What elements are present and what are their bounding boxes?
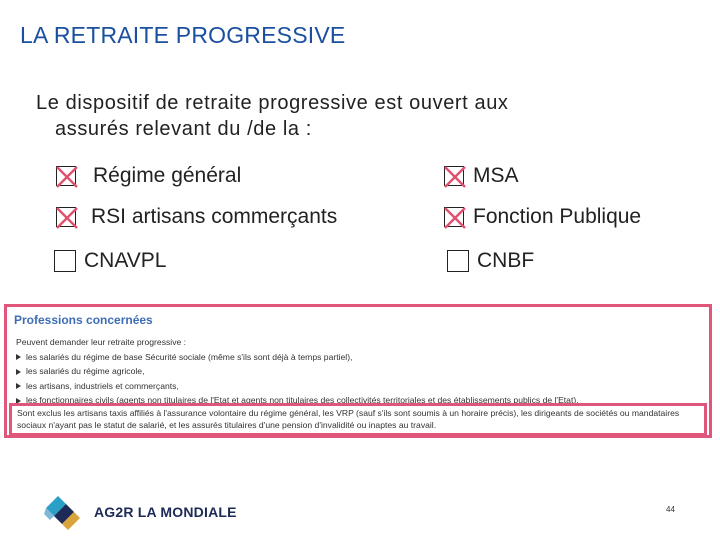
list-item: les artisans, industriels et commerçants, — [16, 379, 579, 394]
cross-icon — [54, 205, 80, 231]
checkbox-fonction-publique[interactable] — [444, 207, 464, 227]
bullet-arrow-icon — [16, 383, 21, 389]
intro-line-1: Le dispositif de retraite progressive est ouvert aux — [36, 92, 509, 114]
page-number: 44 — [666, 505, 675, 514]
professions-panel — [4, 304, 712, 438]
list-item: les salariés du régime de base Sécurité sociale (même s'ils sont déjà à temps partiel), — [16, 350, 579, 365]
option-label: CNBF — [477, 249, 535, 272]
list-item: les fonctionnaires civils (agents non titulaires de l'Etat et agents non titulaires des collectivités territoriales et des établissements publics de l'Etat). — [16, 393, 579, 408]
bullet-arrow-icon — [16, 369, 21, 375]
option-label: MSA — [473, 164, 519, 187]
cross-icon — [442, 205, 468, 231]
cross-icon — [54, 164, 80, 190]
list-item: les salariés du régime agricole, — [16, 364, 579, 379]
option-label: Fonction Publique — [473, 205, 642, 228]
logo-name: AG2R LA MONDIALE — [94, 504, 237, 520]
option-label: Régime général — [93, 164, 242, 187]
option-regime-general[interactable] — [56, 164, 241, 188]
intro-text — [36, 90, 676, 142]
ag2r-logo-icon — [44, 494, 84, 530]
slide-title: LA RETRAITE PROGRESSIVE — [20, 22, 346, 48]
panel-title: Professions concernées — [14, 313, 153, 327]
checkbox-regime-general[interactable] — [56, 166, 76, 186]
checkbox-cnbf[interactable] — [447, 250, 469, 272]
option-fonction-publique[interactable] — [444, 205, 641, 229]
intro-line-2: assurés relevant du /de la : — [55, 118, 312, 140]
option-label: RSI artisans commerçants — [91, 205, 338, 228]
footer-logo — [44, 494, 237, 530]
option-label: CNAVPL — [84, 249, 167, 272]
bullet-arrow-icon — [16, 354, 21, 360]
checkbox-msa[interactable] — [444, 166, 464, 186]
checkbox-rsi[interactable] — [56, 207, 76, 227]
option-cnbf[interactable] — [447, 249, 534, 273]
option-cnavpl[interactable] — [54, 249, 166, 273]
checkbox-cnavpl[interactable] — [54, 250, 76, 272]
professions-list — [16, 335, 579, 408]
exclusion-note: Sont exclus les artisans taxis affiliés à l'assurance volontaire du régime général, les VRP (sauf s'ils sont soumis à un horaire précis), les dirigeants de sociétés ou mandataires sociaux n'ayant pas le statut de salarié, et les assurés titulaires d'une pension d'invalidité ou inaptes au travail. — [9, 403, 707, 436]
option-msa[interactable] — [444, 164, 519, 188]
cross-icon — [442, 164, 468, 190]
option-rsi[interactable] — [56, 205, 337, 229]
list-intro: Peuvent demander leur retraite progressive : — [16, 337, 187, 347]
